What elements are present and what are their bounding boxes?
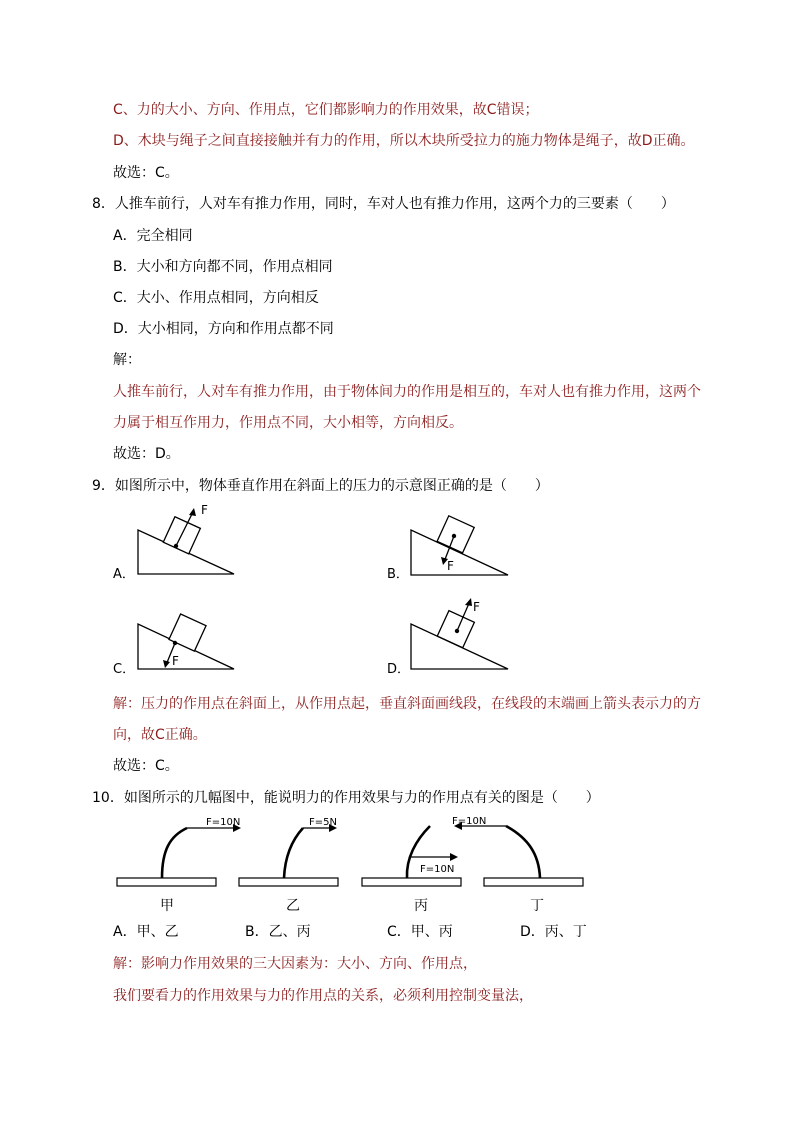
elastic-strip	[284, 828, 303, 878]
arrowhead	[465, 598, 472, 606]
q8-option-c: C．大小、作用点相同，方向相反	[113, 290, 319, 306]
q10-figure-jia	[115, 812, 241, 890]
q10-solution-line2: 我们要看力的作用效果与力的作用点的关系，必须利用控制变量法，	[113, 988, 533, 1004]
force-label: F=10N	[206, 817, 241, 828]
q10-figure-ding	[452, 812, 587, 890]
q9-figure-d	[408, 597, 513, 675]
arrowhead	[450, 853, 458, 861]
q9-option-b-label: B．	[387, 567, 409, 582]
base-plate	[484, 878, 583, 886]
q10-option-c: C．甲、丙	[387, 924, 453, 940]
prev-answer: 故选：C。	[113, 165, 179, 181]
elastic-strip	[162, 828, 187, 878]
q8-solution-label: 解：	[113, 352, 141, 368]
q9-option-c-label: C．	[113, 662, 136, 677]
q10-solution-line1: 解：影响力作用效果的三大因素为：大小、方向、作用点，	[113, 956, 477, 972]
q9-figure-a	[135, 500, 240, 580]
force-label: F	[172, 654, 179, 668]
q10-stem: 10．如图所示的几幅图中，能说明力的作用效果与力的作用点有关的图是（ ）	[92, 790, 600, 806]
q9-answer: 故选：C。	[113, 758, 179, 774]
base-plate	[362, 878, 461, 886]
base-plate	[239, 878, 338, 886]
prev-solution-c: C、力的大小、方向、作用点，它们都影响力的作用效果，故C错误；	[113, 102, 539, 118]
base-plate	[117, 878, 216, 886]
q8-option-a: A．完全相同	[113, 228, 193, 244]
force-label: F	[473, 600, 480, 614]
q10-figure-ding-name: 丁	[530, 898, 544, 914]
q9-figure-b	[408, 514, 513, 580]
q10-figure-bing-name: 丙	[414, 898, 428, 914]
q10-figure-bing	[360, 812, 465, 890]
q10-figure-jia-name: 甲	[160, 898, 174, 914]
q10-option-a: A．甲、乙	[113, 924, 179, 940]
force-label: F=5N	[309, 817, 337, 828]
force-label: F=10N	[452, 816, 487, 827]
prev-solution-d: D、木块与绳子之间直接接触并有力的作用，所以木块所受拉力的施力物体是绳子，故D正确。	[113, 133, 695, 149]
q8-solution-line1: 人推车前行，人对车有推力作用，由于物体间力的作用是相互的，车对人也有推力作用，这两个	[113, 384, 701, 400]
q10-option-b: B．乙、丙	[245, 924, 311, 940]
block	[437, 516, 474, 553]
q8-stem: 8．人推车前行，人对车有推力作用，同时，车对人也有推力作用，这两个力的三要素（ ）	[92, 196, 675, 212]
q9-option-d-label: D．	[387, 662, 411, 677]
force-label: F	[201, 503, 208, 517]
arrowhead	[163, 660, 170, 668]
q9-solution-line1: 解：压力的作用点在斜面上，从作用点起，垂直斜面画线段，在线段的末端画上箭头表示力的方	[113, 696, 701, 712]
q8-option-d: D．大小相同，方向和作用点都不同	[113, 321, 334, 337]
q10-figure-yi-name: 乙	[286, 898, 300, 914]
force-label: F=10N	[420, 864, 455, 875]
q8-option-b: B．大小和方向都不同，作用点相同	[113, 259, 333, 275]
arrowhead	[189, 508, 196, 516]
elastic-strip	[506, 826, 540, 878]
q10-figure-yi	[237, 812, 342, 890]
q9-solution-line2: 向，故C正确。	[113, 727, 207, 743]
q8-solution-line2: 力属于相互作用力，作用点不同，大小相等，方向相反。	[113, 415, 463, 431]
q9-option-a-label: A．	[113, 567, 135, 582]
q9-figure-c	[135, 610, 240, 674]
force-label: F	[447, 559, 454, 573]
q9-stem: 9．如图所示中，物体垂直作用在斜面上的压力的示意图正确的是（ ）	[92, 478, 549, 494]
q8-answer: 故选：D。	[113, 446, 180, 462]
q10-option-d: D．丙、丁	[520, 924, 587, 940]
